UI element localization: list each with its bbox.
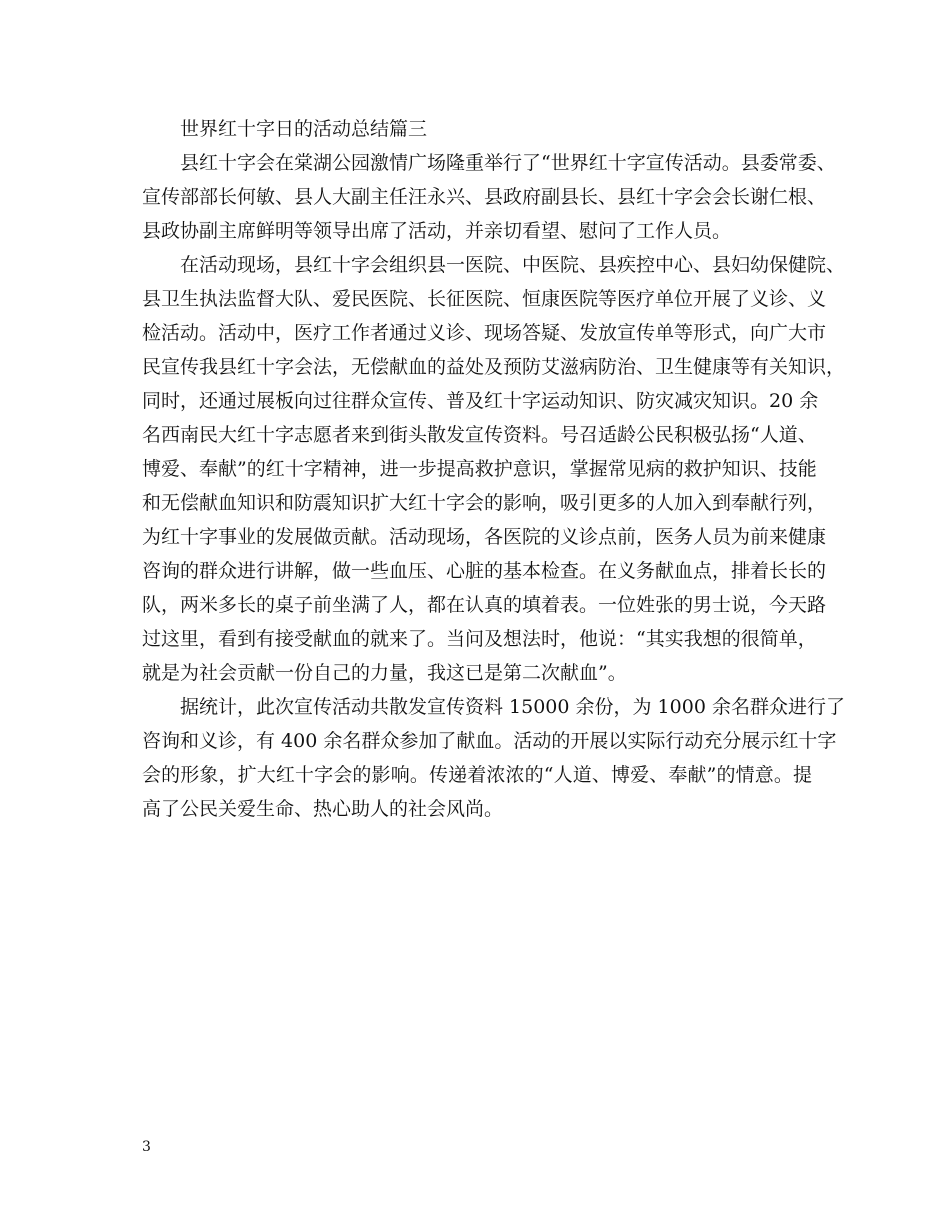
paragraph-1 xyxy=(142,146,836,248)
paragraph-line: 会的形象，扩大红十字会的影响。传递着浓浓的“人道、博爱、奉献”的情意。提 xyxy=(142,764,812,786)
paragraph-line: 和无偿献血知识和防震知识扩大红十字会的影响，吸引更多的人加入到奉献行列， xyxy=(142,492,827,514)
paragraph-line: 据统计，此次宣传活动共散发宣传资料 15000 余份，为 1000 余名群众进行了 xyxy=(180,696,845,718)
paragraph-line: 检活动。活动中，医疗工作者通过义诊、现场答疑、发放宣传单等形式，向广大市 xyxy=(142,322,827,344)
paragraph-line: 民宣传我县红十字会法，无偿献血的益处及预防艾滋病防治、卫生健康等有关知识， xyxy=(142,356,846,378)
paragraph-2 xyxy=(142,248,846,690)
paragraph-line: 队，两米多长的桌子前坐满了人，都在认真的填着表。一位姓张的男士说，今天路 xyxy=(142,594,827,616)
paragraph-line: 县政协副主席鲜明等领导出席了活动，并亲切看望、慰问了工作人员。 xyxy=(142,220,732,242)
paragraph-line: 名西南民大红十字志愿者来到街头散发宣传资料。号召适龄公民积极弘扬“人道、 xyxy=(142,424,817,446)
paragraph-3 xyxy=(142,690,845,826)
paragraph-line: 为红十字事业的发展做贡献。活动现场，各医院的义诊点前，医务人员为前来健康 xyxy=(142,526,827,548)
paragraph-line: 在活动现场，县红十字会组织县一医院、中医院、县疾控中心、县妇幼保健院、 xyxy=(180,254,846,276)
paragraph-line: 咨询和义诊，有 400 余名群众参加了献血。活动的开展以实际行动充分展示红十字 xyxy=(142,730,837,752)
paragraph-line: 县红十字会在棠湖公园激情广场隆重举行了“世界红十字宣传活动。县委常委、 xyxy=(180,152,836,174)
paragraph-line: 宣传部部长何敏、县人大副主任汪永兴、县政府副县长、县红十字会会长谢仁根、 xyxy=(142,186,827,208)
paragraph-line: 同时，还通过展板向过往群众宣传、普及红十字运动知识、防灾减灾知识。20 余 xyxy=(142,390,819,412)
document-body xyxy=(142,112,846,826)
page-number: 3 xyxy=(142,1139,151,1155)
paragraph-line: 县卫生执法监督大队、爱民医院、长征医院、恒康医院等医疗单位开展了义诊、义 xyxy=(142,288,827,310)
paragraph-line: 博爱、奉献”的红十字精神，进一步提高救护意识，掌握常见病的救护知识、技能 xyxy=(142,458,817,480)
document-title: 世界红十字日的活动总结篇三 xyxy=(180,118,428,140)
paragraph-line: 高了公民关爱生命、热心助人的社会风尚。 xyxy=(142,798,504,820)
paragraph-line: 过这里，看到有接受献血的就来了。当问及想法时，他说：“其实我想的很简单， xyxy=(142,628,817,650)
paragraph-line: 咨询的群众进行讲解，做一些血压、心脏的基本检查。在义务献血点，排着长长的 xyxy=(142,560,827,582)
paragraph-line: 就是为社会贡献一份自己的力量，我这已是第二次献血”。 xyxy=(142,662,627,684)
